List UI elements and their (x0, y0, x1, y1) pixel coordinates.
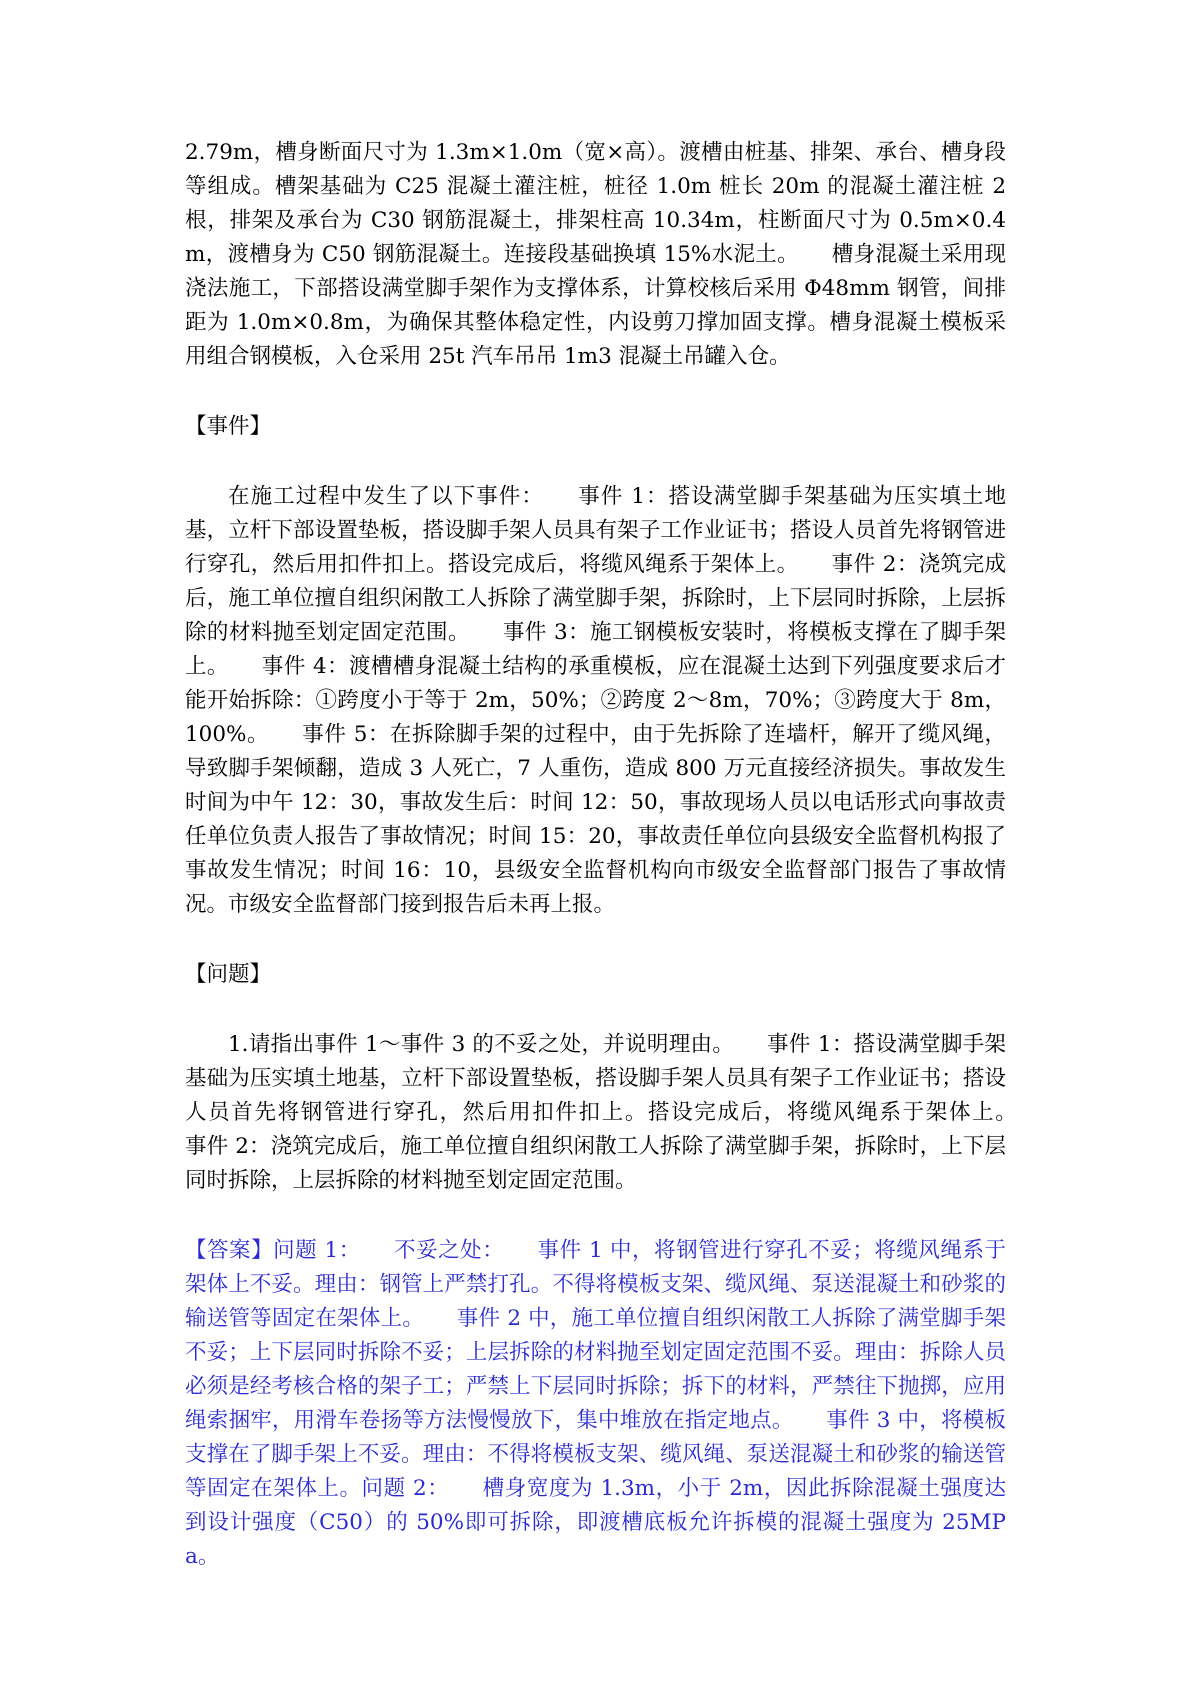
events-paragraph: 在施工过程中发生了以下事件： 事件 1：搭设满堂脚手架基础为压实填土地基，立杆下部设置垫板，搭设脚手架人员具有架子工作业证书；搭设人员首先将钢管进行穿孔，然后用扣件扣上。搭设完成后，将缆风绳系于架体上。 事件 2：浇筑完成后，施工单位擅自组织闲散工人拆除了满堂脚手架，拆除时，上下层同时拆除，上层拆除的材料抛至划定固定范围。 事件 3：施工钢模板安装时，将模板支撑在了脚手架上。 事件 4：渡槽槽身混凝土结构的承重模板，应在混凝土达到下列强度要求后才能开始拆除：①跨度小于等于 2m，50%；②跨度 2～8m，70%；③跨度大于 8m，100%。 事件 5：在拆除脚手架的过程中，由于先拆除了连墙杆，解开了缆风绳，导致脚手架倾翻，造成 3 人死亡，7 人重伤，造成 800 万元直接经济损失。事故发生时间为中午 12：30，事故发生后：时间 12：50，事故现场人员以电话形式向事故责任单位负责人报告了事故情况；时间 15：20，事故责任单位向县级安全监督机构报了事故发生情况；时间 16：10，县级安全监督机构向市级安全监督部门报告了事故情况。市级安全监督部门接到报告后未再上报。 (185, 484, 1006, 917)
question-heading: 【问题】 (185, 962, 272, 987)
intro-paragraph: 2.79m，槽身断面尺寸为 1.3m×1.0m（宽×高）。渡槽由桩基、排架、承台、槽身段等组成。槽架基础为 C25 混凝土灌注桩，桩径 1.0m 桩长 20m 的混凝土灌注桩 2 根，排架及承台为 C30 钢筋混凝土，排架柱高 10.34m，柱断面尺寸为 0.5m×0.4m，渡槽身为 C50 钢筋混凝土。连接段基础换填 15%水泥土。 槽身混凝土采用现浇法施工，下部搭设满堂脚手架作为支撑体系，计算校核后采用 Φ48mm 钢管，间排距为 1.0m×0.8m，为确保其整体稳定性，内设剪刀撑加固支撑。槽身混凝土模板采用组合钢模板，入仓采用 25t 汽车吊吊 1m3 混凝土吊罐入仓。 (185, 140, 1006, 369)
question-paragraph: 1.请指出事件 1～事件 3 的不妥之处，并说明理由。 事件 1：搭设满堂脚手架基础为压实填土地基，立杆下部设置垫板，搭设脚手架人员具有架子工作业证书；搭设人员首先将钢管进行穿孔，然后用扣件扣上。搭设完成后，将缆风绳系于架体上。 事件 2：浇筑完成后，施工单位擅自组织闲散工人拆除了满堂脚手架，拆除时，上下层同时拆除，上层拆除的材料抛至划定固定范围。 (185, 1032, 1050, 1193)
answer-paragraph: 【答案】问题 1： 不妥之处： 事件 1 中，将钢管进行穿孔不妥；将缆风绳系于架体上不妥。理由：钢管上严禁打孔。不得将模板支架、缆风绳、泵送混凝土和砂浆的输送管等固定在架体上。 事件 2 中，施工单位擅自组织闲散工人拆除了满堂脚手架不妥；上下层同时拆除不妥；上层拆除的材料抛至划定固定范围不妥。理由：拆除人员必须是经考核合格的架子工；严禁上下层同时拆除；拆下的材料，严禁往下抛掷，应用绳索捆牢，用滑车卷扬等方法慢慢放下，集中堆放在指定地点。 事件 3 中，将模板支撑在了脚手架上不妥。理由：不得将模板支架、缆风绳、泵送混凝土和砂浆的输送管等固定在架体上。问题 2： 槽身宽度为 1.3m，小于 2m，因此拆除混凝土强度达到设计强度（C50）的 50%即可拆除，即渡槽底板允许拆模的混凝土强度为 25MPa。 (185, 1238, 1006, 1569)
events-heading: 【事件】 (185, 414, 272, 439)
